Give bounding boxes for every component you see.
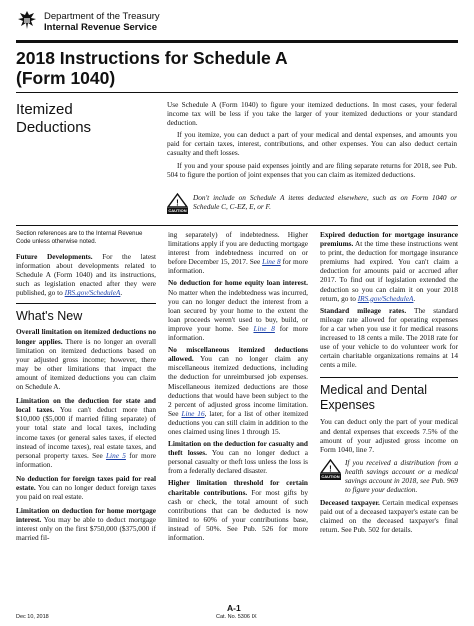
mileage-heading: Standard mileage rates. xyxy=(320,305,407,315)
overall-heading: Overall limitation on itemized deductions no longer applies. xyxy=(16,327,156,346)
overall-limitation xyxy=(16,327,156,391)
mortgage-cont-text: ing separately) of indebtedness. Higher limitations apply if you are deducting mortgage interest from indebtedness incurred on or before December 15, 2017. See xyxy=(168,230,308,267)
deceased-heading: Deceased taxpayer. xyxy=(320,498,380,508)
charity-limitation xyxy=(168,478,308,542)
equity-text: No matter when the indebtedness was incurred, you can no longer deduct the interest from a loan secured by your home to the extent the loan proceeds weren't used to buy, build, or improve your home. See xyxy=(168,287,308,333)
salt-limitation xyxy=(16,396,156,469)
charity-heading: Higher limitation threshold for certain charitable contributions. xyxy=(168,478,308,497)
home-equity xyxy=(168,278,308,342)
charity-text: For most gifts by cash or check, the total amount of such contributions that can be deducted is now limited to 60% of your contributions base, instead of 50%. See Pub. 526 for more information. xyxy=(168,487,308,542)
caution-note: Don't include on Schedule A items deducted elsewhere, such as on Form 1040 or Schedule C, C-EZ, E, or F. xyxy=(193,193,457,212)
misc-end: , later, for a list of other itemized deductions you can still claim in addition to the ones claimed using lines 1 through 15. xyxy=(168,408,309,436)
page-title-line-2: (Form 1040) xyxy=(16,68,116,88)
foreign-text: You can no longer deduct foreign taxes you paid on real estate. xyxy=(16,482,156,502)
header-rule xyxy=(16,40,458,43)
medical-heading-line-2: Expenses xyxy=(320,398,375,413)
mileage-rates xyxy=(320,306,458,370)
tip-block xyxy=(320,458,458,494)
salt-end: for more information. xyxy=(16,450,156,469)
foreign-heading: No deduction for foreign taxes paid for real estate. xyxy=(16,473,156,492)
casualty-text: You can no longer deduct a personal casualty or theft loss unless the loss is from a federally declared disaster. xyxy=(168,448,308,476)
footer-cat-no: Cat. No. 5306 IX xyxy=(216,614,257,620)
casualty-heading: Limitation on the deduction for casualty and theft losses. xyxy=(168,439,308,458)
irs-schedulea-link-2[interactable]: IRS.gov/ScheduleA xyxy=(357,293,414,303)
whats-new-heading: What's New xyxy=(16,303,156,324)
mortgage-text: You may be able to deduct mortgage interest only on the first $750,000 ($375,000 if married fil- xyxy=(16,515,156,543)
agency-line-1: Department of the Treasury xyxy=(44,11,160,22)
agency-line-2: Internal Revenue Service xyxy=(44,22,157,33)
mortgage-heading: Limitation on deduction for home mortgage interest. xyxy=(16,506,156,525)
mortgage-cont-end: for more information. xyxy=(168,257,308,276)
misc-heading: No miscellaneous itemized deductions allowed. xyxy=(168,345,308,364)
mortgage-limitation xyxy=(16,506,156,542)
misc-deductions xyxy=(168,345,308,436)
itemized-heading-line-1: Itemized xyxy=(16,101,73,118)
footer-page-number: A-1 xyxy=(227,603,241,613)
deceased-text: Certain medical expenses paid out of a deceased taxpayer's estate can be claimed on the deceased taxpayer's final return. See Pub. 502 for details. xyxy=(320,498,458,535)
future-end: . xyxy=(120,288,123,298)
salt-heading: Limitation on the deduction for state and local taxes. xyxy=(16,396,156,415)
expired-text: At the time these instructions went to print, the deduction for mortgage insurance premiums had expired. You can't claim a deduction for amounts paid or accrued after 2017. To find out if legislation extended the deduction so you can claim it on your 2018 return, go to xyxy=(320,239,458,303)
intro-block xyxy=(167,100,457,179)
future-developments xyxy=(16,252,156,297)
footer-date: Dec 10, 2018 xyxy=(16,614,49,620)
casualty-limitation xyxy=(168,439,308,475)
salt-text: You can't deduct more than $10,000 ($5,000 if married filing separate) of your total state and local taxes, including income taxes (or general sales taxes, if elected instead of income taxes), real estate taxes, and personal property taxes. See xyxy=(16,405,156,460)
overall-text: There is no longer an overall limitation on itemized deductions based on your adjusted gross income; however, there may be other limitations that impact the amount of itemized deductions you can claim on Schedule A. xyxy=(16,336,157,392)
column-3 xyxy=(320,230,458,535)
future-text: For the latest information about developments related to Schedule A (Form 1040) and its instructions, such as legislation enacted after they were published, go to xyxy=(16,252,156,298)
irs-schedulea-link[interactable]: IRS.gov/ScheduleA xyxy=(64,288,121,298)
deceased-taxpayer xyxy=(320,498,458,534)
line-5-link[interactable]: Line 5 xyxy=(105,450,126,460)
caution-label: CAUTION xyxy=(168,208,187,213)
mortgage-continued xyxy=(168,230,308,275)
foreign-taxes xyxy=(16,474,156,501)
medical-heading xyxy=(320,377,458,413)
line-16-link[interactable]: Line 16 xyxy=(181,408,205,418)
future-heading: Future Developments. xyxy=(16,252,93,261)
svg-text:!: ! xyxy=(329,464,332,474)
column-2 xyxy=(168,230,308,542)
expired-deduction xyxy=(320,230,458,303)
page-title-line-1: 2018 Instructions for Schedule A xyxy=(16,48,288,68)
eagle-seal-icon xyxy=(16,9,38,31)
intro-para-2: If you itemize, you can deduct a part of your medical and dental expenses, and amounts you paid for certain taxes, interest, contributions, and other expenses. You can also deduct certain casualty and theft losses. xyxy=(167,130,457,158)
column-1 xyxy=(16,230,156,543)
equity-end: for more information. xyxy=(168,323,308,343)
section-rule xyxy=(16,225,458,226)
tip-text: If you received a distribution from a health savings account or a medical savings account in 2018, see Pub. 969 to figure your deduction. xyxy=(345,457,458,495)
intro-para-1: Use Schedule A (Form 1040) to figure your itemized deductions. In most cases, your federal income tax will be less if you take the larger of your itemized deductions or your standard deduction. xyxy=(167,100,457,128)
line-8-link-2[interactable]: Line 8 xyxy=(253,323,275,333)
caution-label-2: CAUTION xyxy=(321,473,340,479)
expired-heading: Expired deduction for mortgage insurance premiums. xyxy=(320,230,458,249)
medical-heading-line-1: Medical and Dental xyxy=(320,383,428,398)
irs-logo xyxy=(16,9,38,31)
title-rule xyxy=(16,92,458,93)
caution-icon xyxy=(167,193,188,214)
line-8-link[interactable]: Line 8 xyxy=(262,257,281,267)
equity-heading: No deduction for home equity loan interest. xyxy=(168,278,308,288)
intro-para-3: If you and your spouse paid expenses jointly and are filing separate returns for 2018, see Pub. 504 to figure the portion of joint expenses that you can claim as itemized deductions. xyxy=(167,160,457,179)
section-references-note: Section references are to the Internal Revenue Code unless otherwise noted. xyxy=(16,230,143,245)
caution-icon-2 xyxy=(320,459,341,480)
mileage-text: The standard mileage rate allowed for operating expenses for a car when you use it for medical reasons increased to 18 cents a mile. The 2018 rate for use of your vehicle to do volunteer work for certain charitable organizations remains at 14 cents a mile. xyxy=(320,305,458,370)
misc-text: You can no longer claim any miscellaneous itemized deductions, including the deduction for unreimbursed job expenses. Miscellaneous itemized deductions are those deductions that would have been subject to the 2 percent of adjusted gross income limitation. See xyxy=(168,354,308,418)
expired-end: . xyxy=(413,293,416,303)
medical-text: You can deduct only the part of your medical and dental expenses that exceeds 7.5% of the amount of your adjusted gross income on Form 1040, line 7. xyxy=(320,417,458,454)
svg-text:!: ! xyxy=(176,198,179,208)
itemized-heading-line-2: Deductions xyxy=(16,119,92,136)
